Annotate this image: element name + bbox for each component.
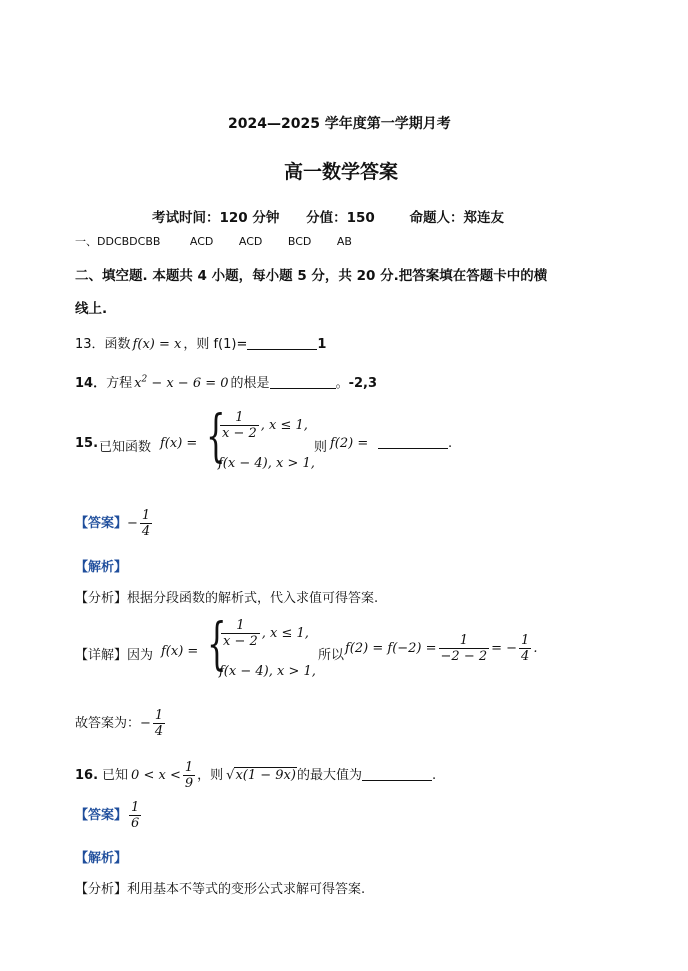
answer-label: 【答案】	[75, 516, 128, 531]
answer-line	[75, 800, 143, 831]
piecewise-case-2: f(x − 4), x > 1,	[218, 456, 315, 471]
question-14: 14．方程 $x^2 - x - 6 = 0$ 的根是 。-2,3	[75, 374, 378, 391]
answer-fraction: $\frac{1}{6}$	[131, 800, 140, 831]
answer-text: 1	[317, 337, 327, 352]
question-16: 16. 已知 0 < x < $\frac{1}{9}$ ，则 √x(1 − 9x)的最大值为 .	[75, 760, 437, 791]
sqrt-expr: √x(1 − 9x)	[226, 768, 296, 783]
mc-group: ACD	[189, 235, 214, 248]
mc-group: AB	[336, 235, 352, 248]
piecewise-brace: {	[206, 404, 226, 469]
question-number: 13．	[75, 337, 105, 352]
piecewise-case-1: $\frac{1}{x - 2}$ , x ≤ 1,	[222, 410, 308, 441]
mc-group: ACD	[238, 235, 263, 248]
answer-text: -2,3	[348, 376, 378, 391]
math-chain: f(2) = f(−2) = $\frac{1}{-2 - 2}$ = − $\frac{1}{4}$ .	[345, 633, 538, 664]
section-heading-cont: 线上.	[75, 301, 108, 317]
exam-title: 2024—2025 学年度第一学期月考	[228, 116, 451, 132]
question-number: 16.	[75, 768, 99, 783]
analysis-label: 【解析】	[75, 560, 128, 575]
piecewise-case-1: $\frac{1}{x - 2}$ , x ≤ 1,	[223, 618, 309, 649]
analysis-text: 【分析】根据分段函数的解析式，代入求值可得答案.	[75, 591, 379, 606]
answer-label: 【答案】	[75, 808, 128, 823]
mc-answers	[75, 233, 352, 249]
exam-info	[152, 206, 504, 226]
piecewise-case-2: f(x − 4), x > 1,	[219, 664, 316, 679]
piecewise-brace: {	[207, 612, 227, 677]
answer-blank	[270, 376, 336, 389]
math-expr: $x^2 - x - 6 = 0$	[134, 374, 229, 391]
exam-score: 分值：150	[306, 210, 375, 226]
question-13: 13．函数 f(x) = x ，则 f(1)= 1	[75, 337, 327, 352]
detail-label: 【详解】因为	[75, 648, 154, 663]
section-heading: 二、填空题. 本题共 4 小题，每小题 5 分，共 20 分.把答案填在答题卡中的横	[75, 268, 548, 284]
math-expr: f(x) =	[161, 644, 199, 659]
analysis-label: 【解析】	[75, 851, 128, 866]
question-number: 14．	[75, 376, 107, 391]
answer-blank	[247, 337, 317, 350]
math-expr: f(2) =	[330, 436, 369, 451]
answer-fraction: $\frac{1}{4}$	[141, 508, 151, 539]
conclusion: 故答案为：− $\frac{1}{4}$	[75, 708, 164, 739]
mc-answers-prefix: 一、DDCBDCBB	[75, 235, 161, 248]
answer-blank	[362, 768, 432, 781]
answer-blank: .	[378, 436, 452, 451]
exam-time: 考试时间：120 分钟	[152, 210, 280, 226]
question-number: 15.	[75, 436, 99, 451]
answer-line: 【答案】− $\frac{1}{4}$	[75, 508, 151, 539]
mc-group: BCD	[287, 235, 312, 248]
math-expr: f(x) =	[160, 436, 198, 451]
math-expr: f(x) = x	[132, 337, 182, 352]
exam-author: 命题人：郑连友	[409, 210, 504, 226]
subject-title: 高一数学答案	[284, 161, 399, 183]
analysis-text: 【分析】利用基本不等式的变形公式求解可得答案.	[75, 882, 366, 897]
